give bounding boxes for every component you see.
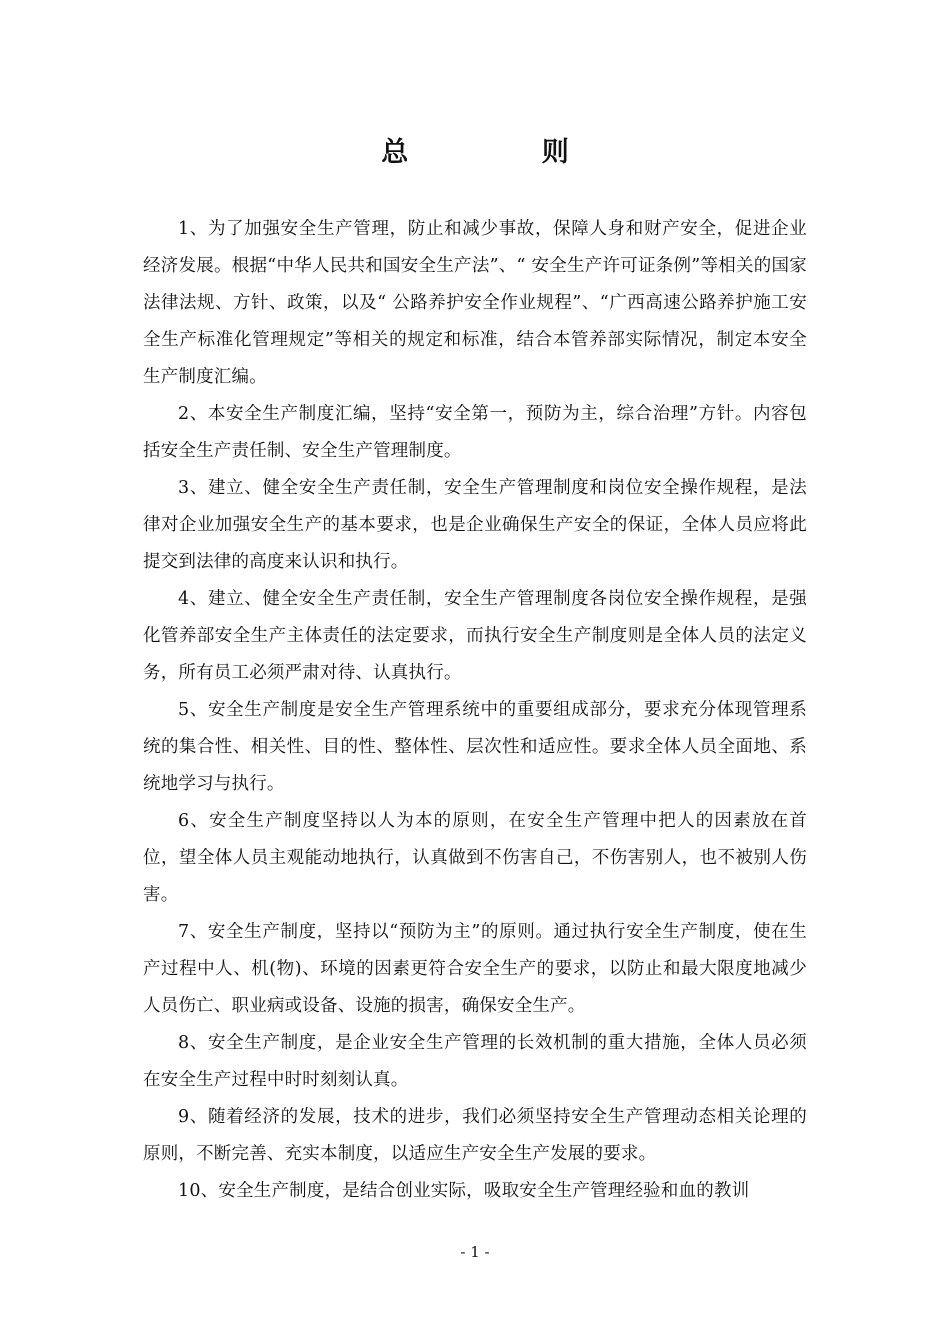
paragraph-5: 5、安全生产制度是安全生产管理系统中的重要组成部分，要求充分体现管理系统的集合性、相关性、目的性、整体性、层次性和适应性。要求全体人员全面地、系统地学习与执行。 xyxy=(143,700,807,794)
paragraph-6: 6、安全生产制度坚持以人为本的原则，在安全生产管理中把人的因素放在首位，望全体人员主观能动地执行，认真做到不伤害自己，不伤害别人，也不被别人伤害。 xyxy=(143,811,807,905)
paragraph-2: 2、本安全生产制度汇编，坚持“安全第一，预防为主，综合治理”方针。内容包括安全生产责任制、安全生产管理制度。 xyxy=(143,404,807,461)
paragraph-9: 9、随着经济的发展，技术的进步，我们必须坚持安全生产管理动态相关论理的原则，不断完善、充实本制度，以适应生产安全生产发展的要求。 xyxy=(143,1107,807,1164)
paragraph-8: 8、安全生产制度，是企业安全生产管理的长效机制的重大措施，全体人员必须在安全生产过程中时时刻刻认真。 xyxy=(143,1033,807,1090)
document-body xyxy=(143,211,807,1210)
paragraph-10: 10、安全生产制度，是结合创业实际，吸取安全生产管理经验和血的教训 xyxy=(178,1181,750,1201)
paragraph-3: 3、建立、健全安全生产责任制，安全生产管理制度和岗位安全操作规程，是法律对企业加强安全生产的基本要求，也是企业确保生产安全的保证，全体人员应将此提交到法律的高度来认识和执行。 xyxy=(143,478,807,572)
page-title: 总 则 xyxy=(381,137,631,168)
page-number: - 1 - xyxy=(460,1243,490,1261)
paragraph-1: 1、为了加强安全生产管理，防止和减少事故，保障人身和财产安全，促进企业经济发展。根据“中华人民共和国安全生产法”、“ 安全生产许可证条例”等相关的国家法律法规、方针、政策，以及“ 公路养护安全作业规程”、“广西高速公路养护施工安全生产标准化管理规定”等相关的规定和标准，结合本管养部实际情况，制定本安全生产制度汇编。 xyxy=(143,219,807,387)
paragraph-7: 7、安全生产制度，坚持以“预防为主”的原则。通过执行安全生产制度，使在生产过程中人、机(物)、环境的因素更符合安全生产的要求，以防止和最大限度地减少人员伤亡、职业病或设备、设施的损害，确保安全生产。 xyxy=(143,922,807,1016)
paragraph-4: 4、建立、健全安全生产责任制，安全生产管理制度各岗位安全操作规程，是强化管养部安全生产主体责任的法定要求，而执行安全生产制度则是全体人员的法定义务，所有员工必须严肃对待、认真执行。 xyxy=(143,589,807,683)
